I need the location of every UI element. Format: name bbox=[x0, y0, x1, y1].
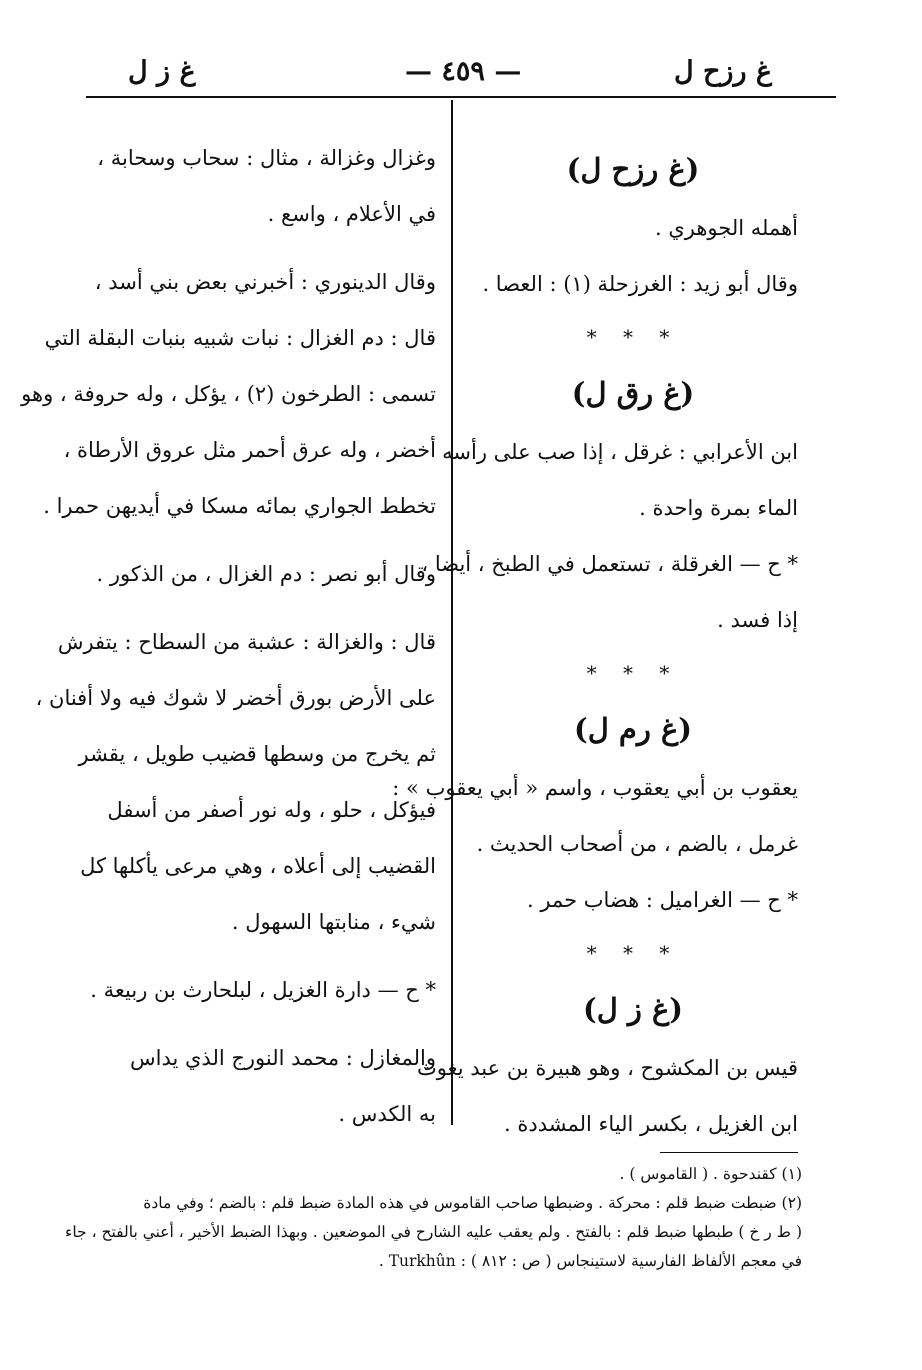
text-line: وقال الدينوري : أخبرني بعض بني أسد ، bbox=[94, 270, 436, 294]
text-line: شيء ، منابتها السهول . bbox=[231, 910, 436, 934]
text-line: تسمى : الطرخون (٢) ، يؤكل ، وله حروفة ، وهو bbox=[21, 382, 436, 406]
footnote-rule bbox=[660, 1152, 798, 1153]
text-line: القضيب إلى أعلاه ، وهي مرعى يأكلها كل bbox=[80, 854, 436, 878]
header-root-right: غ رزح ل bbox=[673, 56, 772, 87]
text-line: تخطط الجواري بمائه مسكا في أيديهن حمرا . bbox=[43, 494, 436, 518]
text-line: يعقوب بن أبي يعقوب ، واسم « أبي يعقوب » : bbox=[392, 776, 798, 800]
text-line: وقال أبو نصر : دم الغزال ، من الذكور . bbox=[96, 562, 436, 586]
footnote: في معجم الألفاظ الفارسية لاستينجاس ( ص : ٨١٢ ) : Turkhûn . bbox=[378, 1252, 802, 1270]
right-column bbox=[392, 138, 798, 1152]
text-line: الماء بمرة واحدة . bbox=[639, 496, 798, 520]
text-line: أخضر ، وله عرق أحمر مثل عروق الأرطاة ، bbox=[63, 438, 436, 462]
text-line: على الأرض بورق أخضر لا شوك فيه ولا أفنان ، bbox=[35, 686, 436, 710]
section-separator: * * * bbox=[586, 661, 680, 685]
text-line: ابن الغزيل ، بكسر الياء المشددة . bbox=[504, 1112, 798, 1136]
page-number: — ٤٥٩ — bbox=[405, 56, 522, 87]
text-line: قال : والغزالة : عشبة من السطاح : يتفرش bbox=[57, 630, 436, 654]
text-line: وغزال وغزالة ، مثال : سحاب وسحابة ، bbox=[97, 146, 436, 170]
entry-heading: (غ رق ل) bbox=[571, 376, 695, 410]
footnote: (١) كقندحوة . ( القاموس ) . bbox=[619, 1165, 802, 1183]
text-line: فيؤكل ، حلو ، وله نور أصفر من أسفل bbox=[107, 798, 436, 822]
section-separator: * * * bbox=[586, 941, 680, 965]
entry-heading: (غ رم ل) bbox=[574, 712, 692, 746]
text-line: به الكدس . bbox=[338, 1102, 436, 1126]
header-root-left: غ ز ل bbox=[128, 56, 196, 87]
entry-heading: (غ ز ل) bbox=[582, 992, 683, 1026]
header-rule bbox=[86, 96, 836, 98]
text-line: ثم يخرج من وسطها قضيب طويل ، يقشر bbox=[78, 742, 436, 766]
text-line: * ح — دارة الغزيل ، لبلحارث بن ربيعة . bbox=[90, 978, 436, 1002]
text-line: * ح — الغراميل : هضاب حمر . bbox=[527, 888, 798, 912]
text-line: غرمل ، بالضم ، من أصحاب الحديث . bbox=[476, 832, 798, 856]
text-line: قال : دم الغزال : نبات شبيه بنبات البقلة التي bbox=[44, 326, 436, 350]
entry-heading: (غ رزح ل) bbox=[566, 152, 700, 186]
footnotes bbox=[65, 1160, 802, 1276]
section-separator: * * * bbox=[586, 325, 680, 349]
left-column bbox=[21, 130, 436, 1142]
text-line: في الأعلام ، واسع . bbox=[267, 202, 436, 226]
text-line: والمغازل : محمد النورج الذي يداس bbox=[129, 1046, 436, 1070]
text-line: إذا فسد . bbox=[717, 608, 798, 632]
text-line: * ح — الغرقلة ، تستعمل في الطبخ ، أيضا ، bbox=[421, 552, 798, 576]
text-line: ابن الأعرابي : غرقل ، إذا صب على رأسه bbox=[442, 440, 798, 464]
text-line: وقال أبو زيد : الغرزحلة (١) : العصا . bbox=[482, 272, 798, 296]
text-line: قيس بن المكشوح ، وهو هبيرة بن عبد يغوث bbox=[417, 1056, 798, 1080]
column-divider bbox=[451, 100, 453, 1125]
text-line: أهمله الجوهري . bbox=[654, 216, 798, 240]
footnote: ( ط ر خ ) طبطها ضبط قلم : بالفتح . ولم يعقب عليه الشارح في الموضعين . وبهذا الضبط الأخير ، أعني بالفتح ، جاء bbox=[65, 1223, 802, 1241]
footnote: (٢) ضبطت ضبط قلم : محركة . وضبطها صاحب القاموس في هذه المادة ضبط قلم : بالضم ؛ وفي مادة bbox=[143, 1194, 802, 1212]
